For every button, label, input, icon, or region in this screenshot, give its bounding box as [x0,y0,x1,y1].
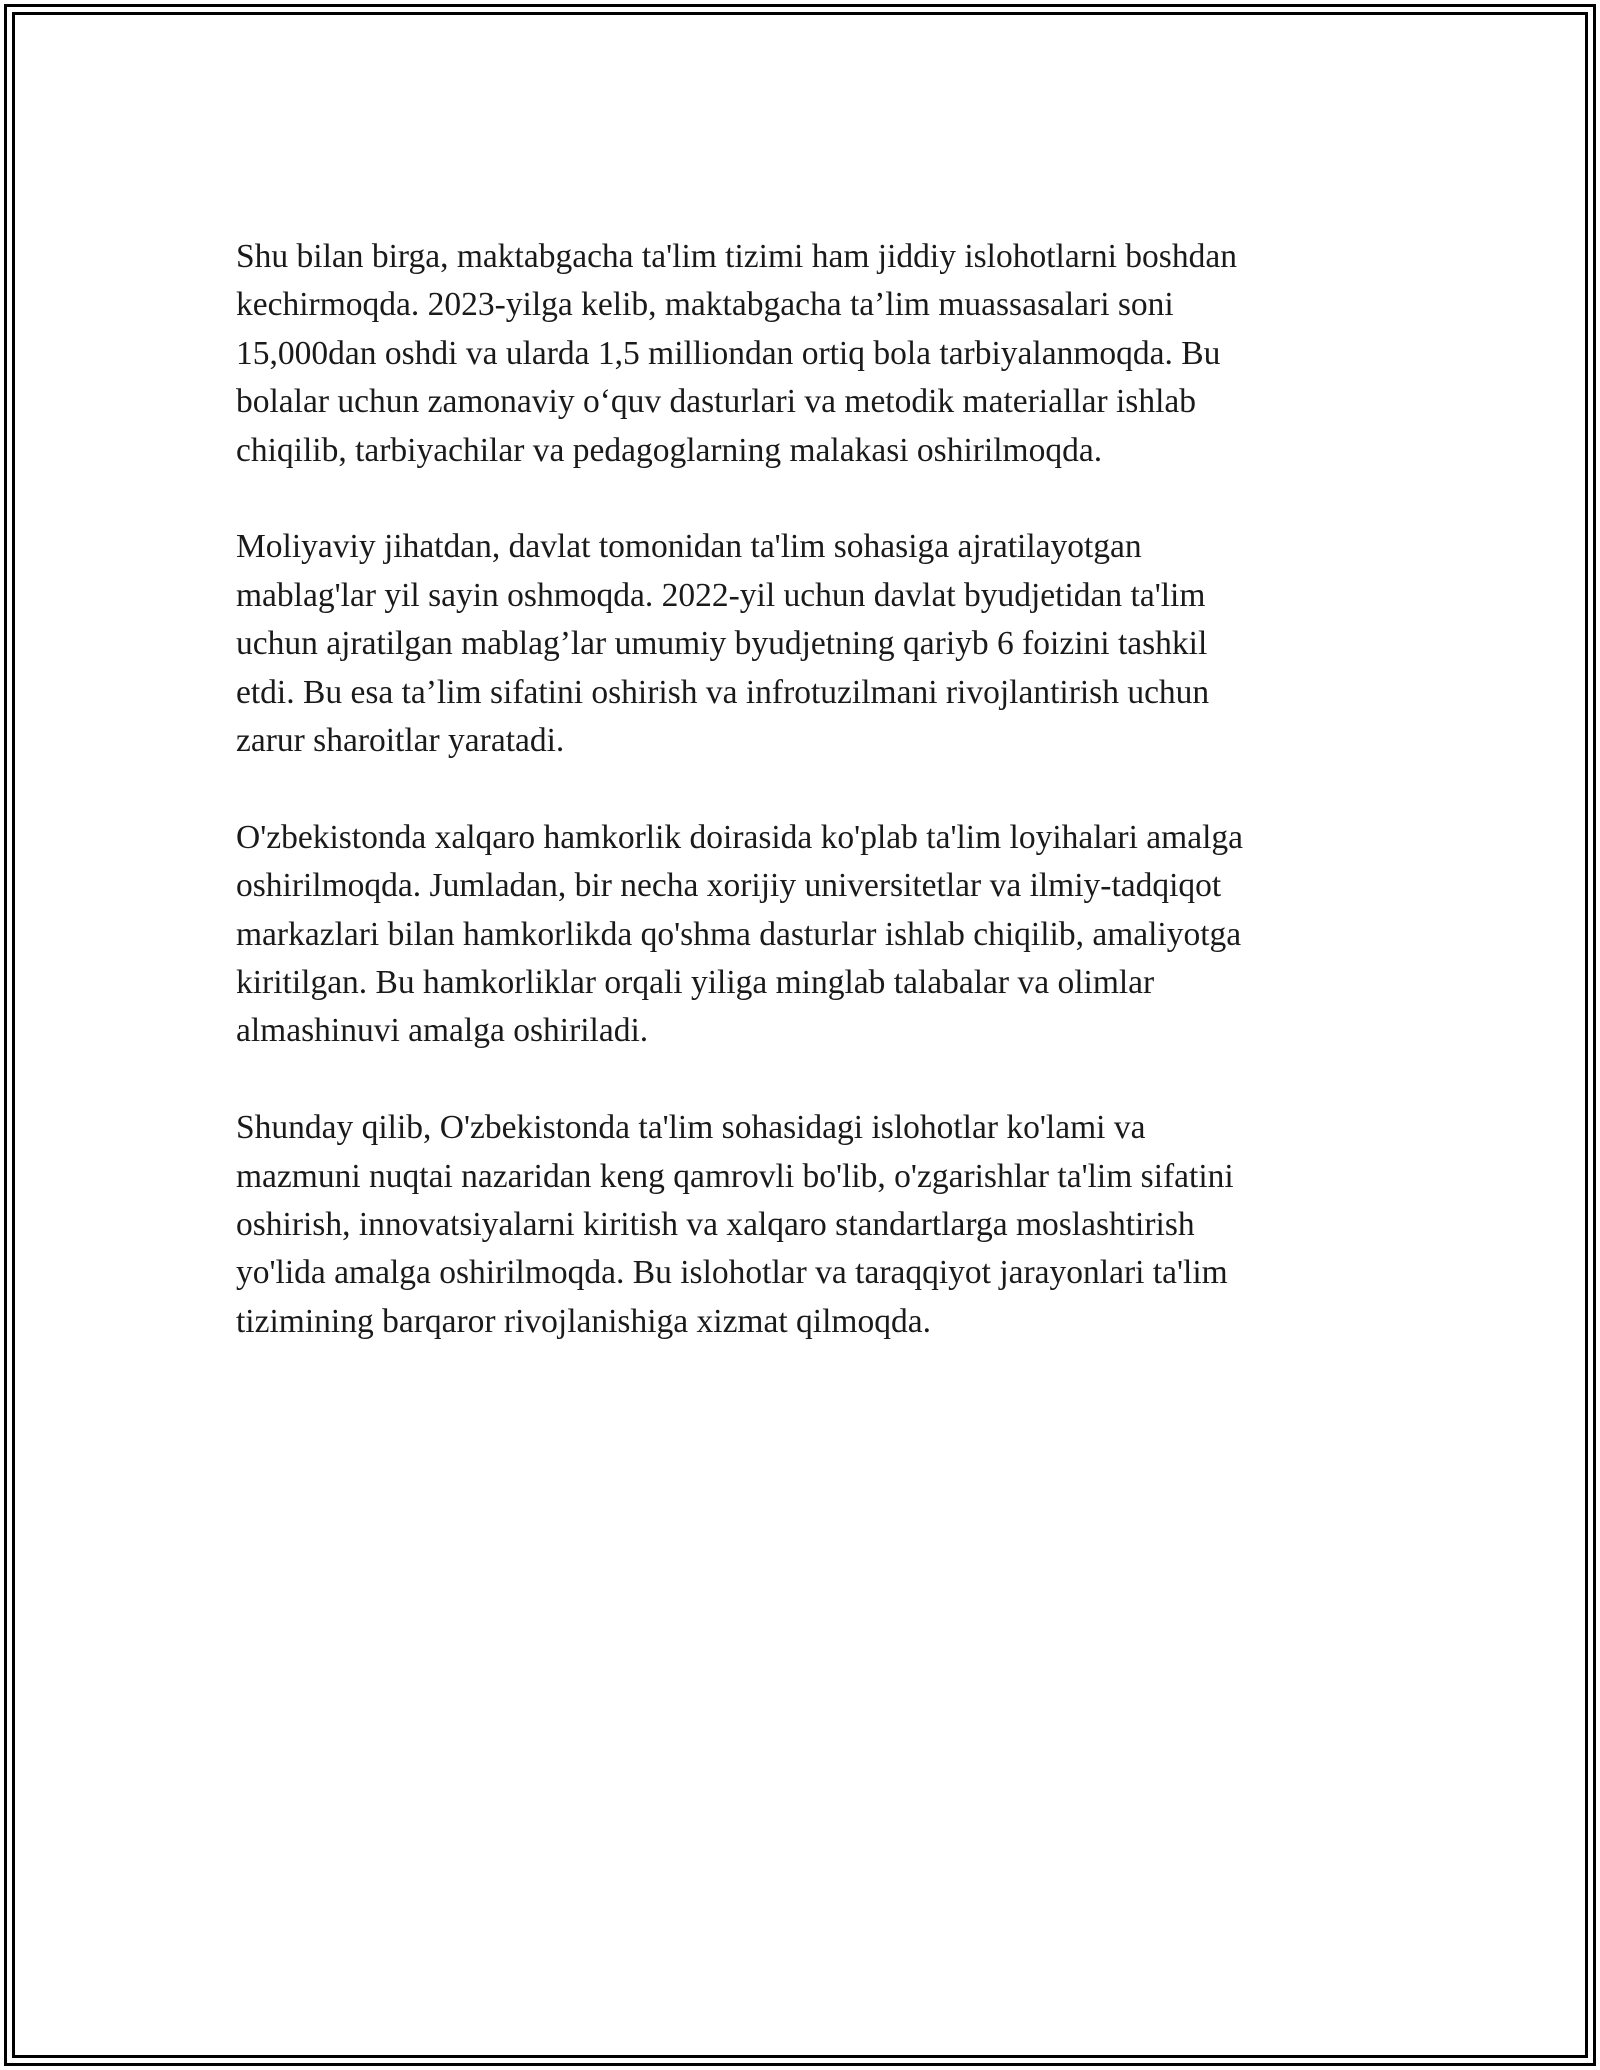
text-line: tizimining barqaror rivojlanishiga xizmat qilmoqda. [236,1302,931,1340]
text-line: markazlari bilan hamkorlikda qo'shma dasturlar ishlab chiqilib, amaliyotga [236,915,1242,953]
text-line: mablag'lar yil sayin oshmoqda. 2022-yil uchun davlat byudjetidan ta'lim [236,576,1206,614]
text-line: kechirmoqda. 2023-yilga kelib, maktabgacha ta’lim muassasalari soni [236,286,1174,324]
text-line: kiritilgan. Bu hamkorliklar orqali yiliga minglab talabalar va olimlar [236,964,1155,1002]
paragraph-conclusion [236,1104,1366,1346]
text-line: almashinuvi amalga oshiriladi. [236,1012,649,1050]
paragraph-preschool-reform [236,233,1366,475]
paragraph-financing [236,523,1366,765]
text-line: chiqilib, tarbiyachilar va pedagoglarning malakasi oshirilmoqda. [236,431,1103,469]
text-line: Shu bilan birga, maktabgacha ta'lim tizimi ham jiddiy islohotlarni boshdan [236,238,1237,275]
document-body [236,233,1366,1395]
text-line: yo'lida amalga oshirilmoqda. Bu islohotlar va taraqqiyot jarayonlari ta'lim [236,1254,1228,1292]
text-line: 15,000dan oshdi va ularda 1,5 milliondan ortiq bola tarbiyalanmoqda. Bu [236,334,1221,372]
text-line: oshirish, innovatsiyalarni kiritish va xalqaro standartlarga moslashtirish [236,1206,1195,1244]
text-line: Shunday qilib, O'zbekistonda ta'lim sohasidagi islohotlar ko'lami va [236,1109,1146,1147]
text-line: etdi. Bu esa ta’lim sifatini oshirish va infrotuzilmani rivojlantirish uchun [236,673,1210,711]
text-line: mazmuni nuqtai nazaridan keng qamrovli bo'lib, o'zgarishlar ta'lim sifatini [236,1157,1234,1195]
text-line: Moliyaviy jihatdan, davlat tomonidan ta'lim sohasiga ajratilayotgan [236,528,1142,566]
text-line: uchun ajratilgan mablag’lar umumiy byudjetning qariyb 6 foizini tashkil [236,625,1208,663]
paragraph-international-cooperation [236,814,1366,1056]
text-line: zarur sharoitlar yaratadi. [236,722,565,760]
text-line: oshirilmoqda. Jumladan, bir necha xorijiy universitetlar va ilmiy-tadqiqot [236,867,1222,905]
text-line: bolalar uchun zamonaviy o‘quv dasturlari va metodik materiallar ishlab [236,383,1197,421]
text-line: O'zbekistonda xalqaro hamkorlik doirasida ko'plab ta'lim loyihalari amalga [236,818,1243,856]
